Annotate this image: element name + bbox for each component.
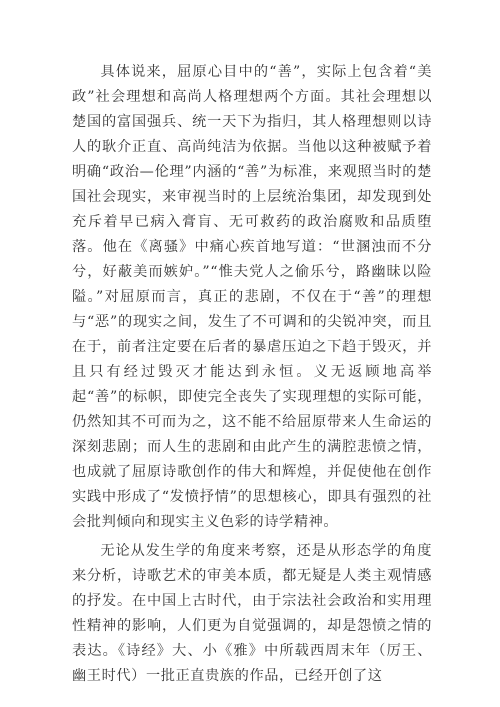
- paragraph-2: 无论从发生学的角度来考察，还是从形态学的角度来分析，诗歌艺术的审美本质，都无疑是人类主观情感的抒发。在中国上古时代，由于宗法社会政治和实用理性精神的影响，人们更为自觉强调的，却是怨愤之情的表达。《诗经》大、小《雅》中所载西周末年（厉王、幽王时代）一批正直贵族的作品，已经开创了这: [72, 543, 432, 684]
- body-text: [72, 60, 432, 689]
- paragraph-1: 具体说来，屈原心目中的“善”，实际上包含着“美政”社会理想和高尚人格理想两个方面。其社会理想以楚国的富国强兵、统一天下为指归，其人格理想则以诗人的耿介正直、高尚纯洁为依据。当他以这种被赋予着明确“政治—伦理”内涵的“善”为标准，来观照当时的楚国社会现实，来审视当时的上层统治集团，却发现到处充斥着早已病入膏肓、无可救药的政治腐败和品质堕落。他在《离骚》中痛心疾首地写道：“世溷浊而不分兮，好蔽美而嫉妒。”“惟夫党人之偷乐兮，路幽昧以险隘。”对屈原而言，真正的悲剧，不仅在于“善”的理想与“恶”的现实之间，发生了不可调和的尖锐冲突，而且在于，前者注定要在后者的暴虐压迫之下趋于毁灭，并且只有经过毁灭才能达到永恒。义无返顾地高举起“善”的标帜，即使完全丧失了实现理想的实际可能，仍然知其不可而为之，这不能不给屈原带来人生命运的深刻悲剧；而人生的悲剧和由此产生的满腔悲愤之情，也成就了屈原诗歌创作的伟大和辉煌，并促使他在创作实践中形成了“发愤抒情”的思想核心，即具有强烈的社会批判倾向和现实主义色彩的诗学精神。: [72, 64, 432, 530]
